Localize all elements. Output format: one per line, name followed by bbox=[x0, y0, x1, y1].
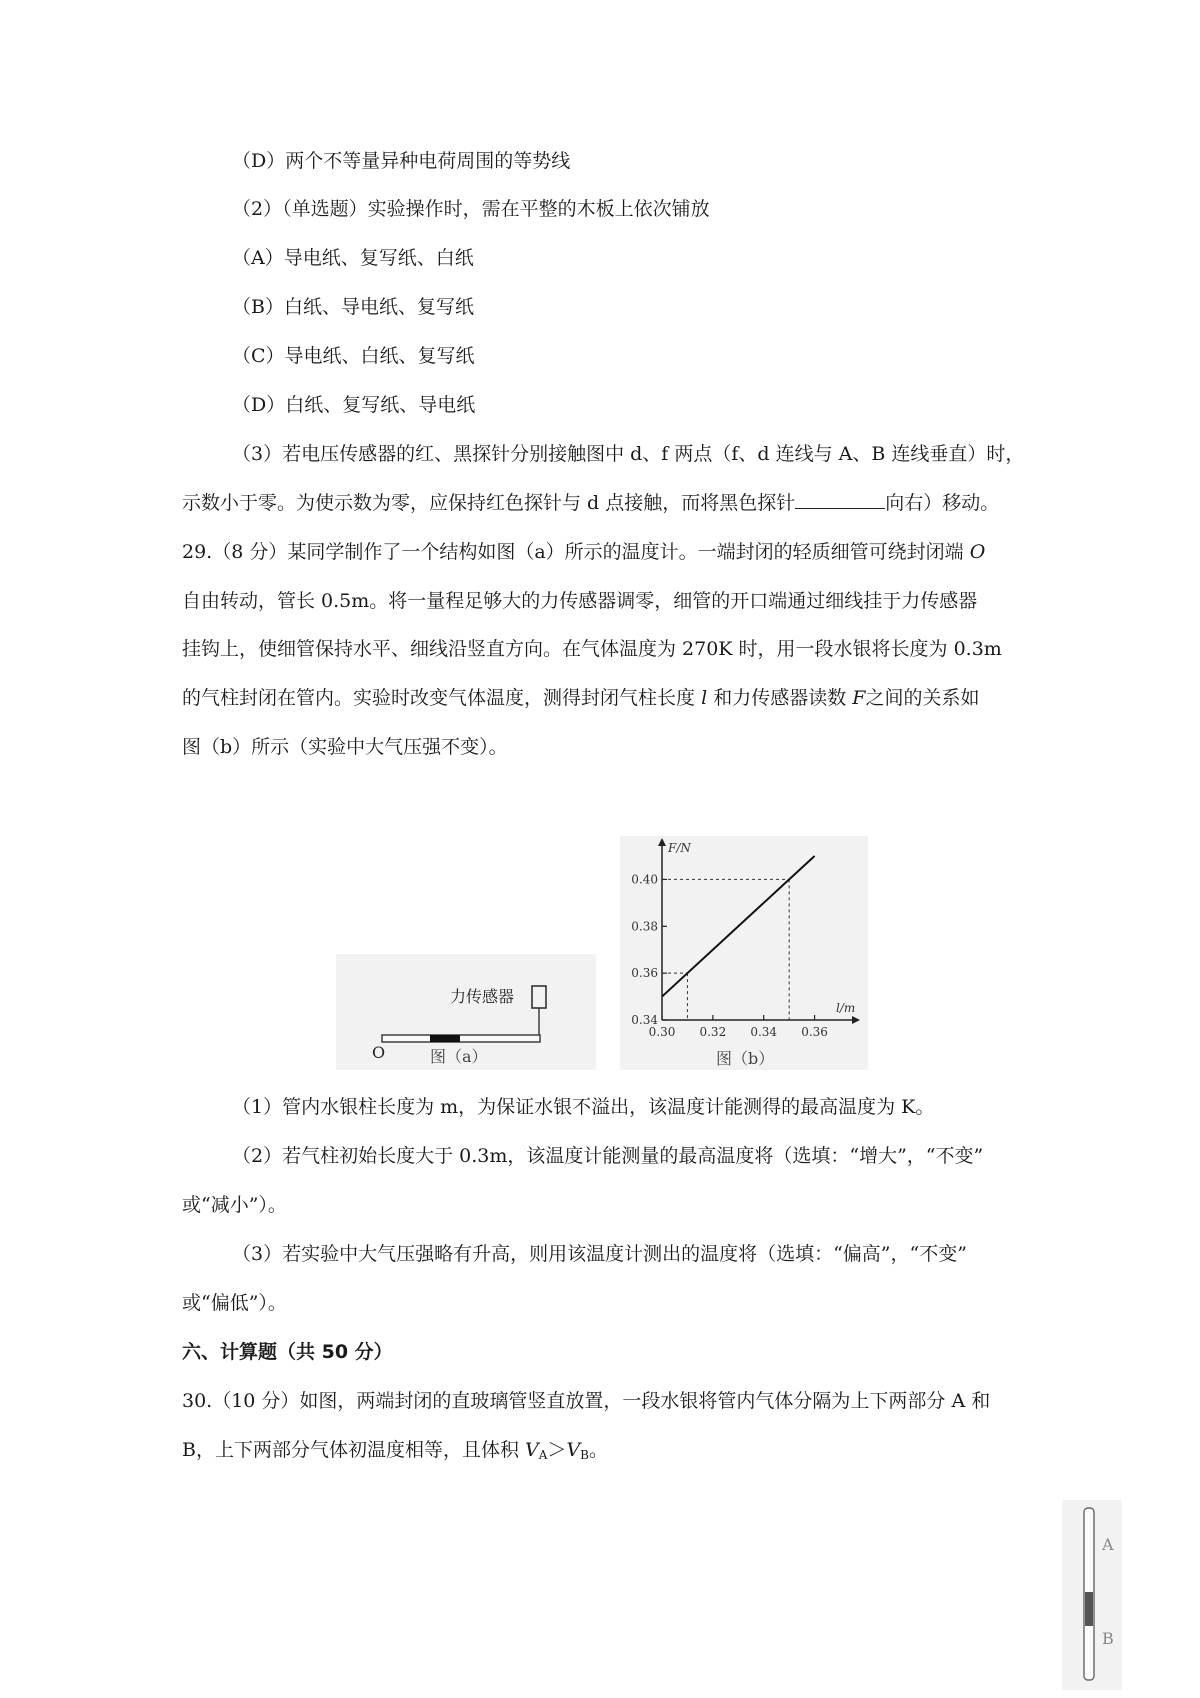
q29-var-f: F bbox=[852, 687, 866, 709]
question-2-option-a: （A）导电纸、复写纸、白纸 bbox=[232, 247, 474, 269]
q29-text: 29.（8 分）某同学制作了一个结构如图（a）所示的温度计。一端封闭的轻质细管可绕封闭端 bbox=[182, 541, 964, 563]
question-29-line-5: 图（b）所示（实验中大气压强不变）。 bbox=[182, 736, 508, 758]
question-30-line-2 bbox=[182, 1437, 608, 1468]
q29-var-o: O bbox=[969, 541, 986, 563]
question-29-sub-1: （1）管内水银柱长度为 m，为保证水银不溢出，该温度计能测得的最高温度为 K。 bbox=[232, 1096, 935, 1118]
tube-figure bbox=[1062, 1500, 1122, 1690]
question-2-option-b: （B）白纸、导电纸、复写纸 bbox=[232, 296, 474, 318]
y-tick-label: 0.38 bbox=[631, 919, 658, 934]
q30-text: B，上下两部分气体初温度相等，且体积 bbox=[182, 1439, 519, 1461]
x-tick-label: 0.36 bbox=[801, 1025, 828, 1039]
q30-gt: ＞ bbox=[547, 1439, 567, 1461]
q29-text-a: 的气柱封闭在管内。实验时改变气体温度，测得封闭气柱长度 bbox=[182, 687, 696, 709]
pivot-label: O bbox=[372, 1043, 386, 1062]
question-3-text-pre: 示数小于零。为使示数为零，应保持红色探针与 d 点接触，而将黑色探针 bbox=[182, 492, 796, 514]
sensor-label: 力传感器 bbox=[450, 987, 515, 1006]
q30-sub-b: B bbox=[580, 1448, 589, 1462]
line-chart bbox=[620, 836, 868, 1070]
x-axis-label: l/m bbox=[836, 1001, 856, 1015]
q30-var-va: V bbox=[525, 1439, 539, 1461]
x-tick-label: 0.30 bbox=[648, 1025, 676, 1039]
y-tick-label: 0.40 bbox=[631, 872, 658, 887]
option-d-line: （D）两个不等量异种电荷周围的等势线 bbox=[232, 150, 571, 172]
question-2-stem: （2）（单选题）实验操作时，需在平整的木板上依次铺放 bbox=[232, 198, 710, 220]
mercury-column bbox=[430, 1035, 460, 1042]
question-3-text-post: 向右）移动。 bbox=[885, 492, 1000, 514]
x-axis-arrow bbox=[852, 1016, 860, 1024]
label-a: A bbox=[1102, 1535, 1114, 1554]
label-b: B bbox=[1102, 1629, 1114, 1648]
question-29-sub-2-cont: 或“减小”）。 bbox=[182, 1194, 287, 1216]
y-tick-label: 0.36 bbox=[631, 966, 658, 981]
question-29-line-1 bbox=[182, 539, 985, 565]
question-29-line-2: 自由转动，管长 0.5m。将一量程足够大的力传感器调零，细管的开口端通过细线挂于力传感器 bbox=[182, 590, 978, 612]
question-29-sub-3-cont: 或“偏低”）。 bbox=[182, 1292, 287, 1314]
question-29-sub-2: （2）若气柱初始长度大于 0.3m，该温度计能测量的最高温度将（选填：“增大”，“不变” bbox=[232, 1145, 984, 1167]
question-2-option-c: （C）导电纸、白纸、复写纸 bbox=[232, 345, 475, 367]
question-29-line-4 bbox=[182, 685, 979, 711]
x-tick-label: 0.34 bbox=[750, 1025, 778, 1039]
q29-var-l: l bbox=[701, 687, 708, 709]
x-tick-label: 0.32 bbox=[699, 1025, 727, 1039]
question-29-sub-3: （3）若实验中大气压强略有升高，则用该温度计测出的温度将（选填：“偏高”，“不变” bbox=[232, 1243, 967, 1265]
question-30-line-1: 30.（10 分）如图，两端封闭的直玻璃管竖直放置，一段水银将管内气体分隔为上下两部分 A 和 bbox=[182, 1390, 991, 1412]
figure-a-drawing bbox=[336, 954, 596, 1070]
y-axis-label: F/N bbox=[668, 841, 691, 855]
figure-b-caption: 图（b） bbox=[716, 1049, 775, 1068]
q29-text-c: 之间的关系如 bbox=[865, 687, 980, 709]
q29-text-b: 和力传感器读数 bbox=[713, 687, 847, 709]
answer-blank bbox=[795, 490, 885, 509]
force-sensor-box bbox=[532, 986, 546, 1008]
question-2-option-d: （D）白纸、复写纸、导电纸 bbox=[232, 394, 476, 416]
tube bbox=[382, 1035, 540, 1042]
question-3-line-1: （3）若电压传感器的红、黑探针分别接触图中 d、f 两点（f、d 连线与 A、B 连线垂直）时， bbox=[232, 443, 1025, 465]
y-tick-label: 0.34 bbox=[631, 1013, 658, 1027]
figure-b bbox=[620, 836, 868, 1070]
q30-var-vb: V bbox=[566, 1439, 581, 1461]
q30-sub-a: A bbox=[538, 1448, 548, 1462]
section-heading: 六、计算题（共 50 分） bbox=[182, 1341, 393, 1363]
figure-a-caption: 图（a） bbox=[430, 1047, 488, 1066]
question-3-line-2 bbox=[182, 490, 999, 516]
series-line bbox=[662, 856, 815, 997]
mercury-segment bbox=[1085, 1592, 1093, 1626]
tube-drawing bbox=[1062, 1500, 1122, 1690]
question-29-line-3: 挂钩上，使细管保持水平、细线沿竖直方向。在气体温度为 270K 时，用一段水银将长度为 0.3m bbox=[182, 638, 1002, 660]
figure-a bbox=[336, 954, 596, 1070]
q30-end: 。 bbox=[589, 1439, 609, 1461]
y-axis-arrow bbox=[658, 838, 666, 846]
